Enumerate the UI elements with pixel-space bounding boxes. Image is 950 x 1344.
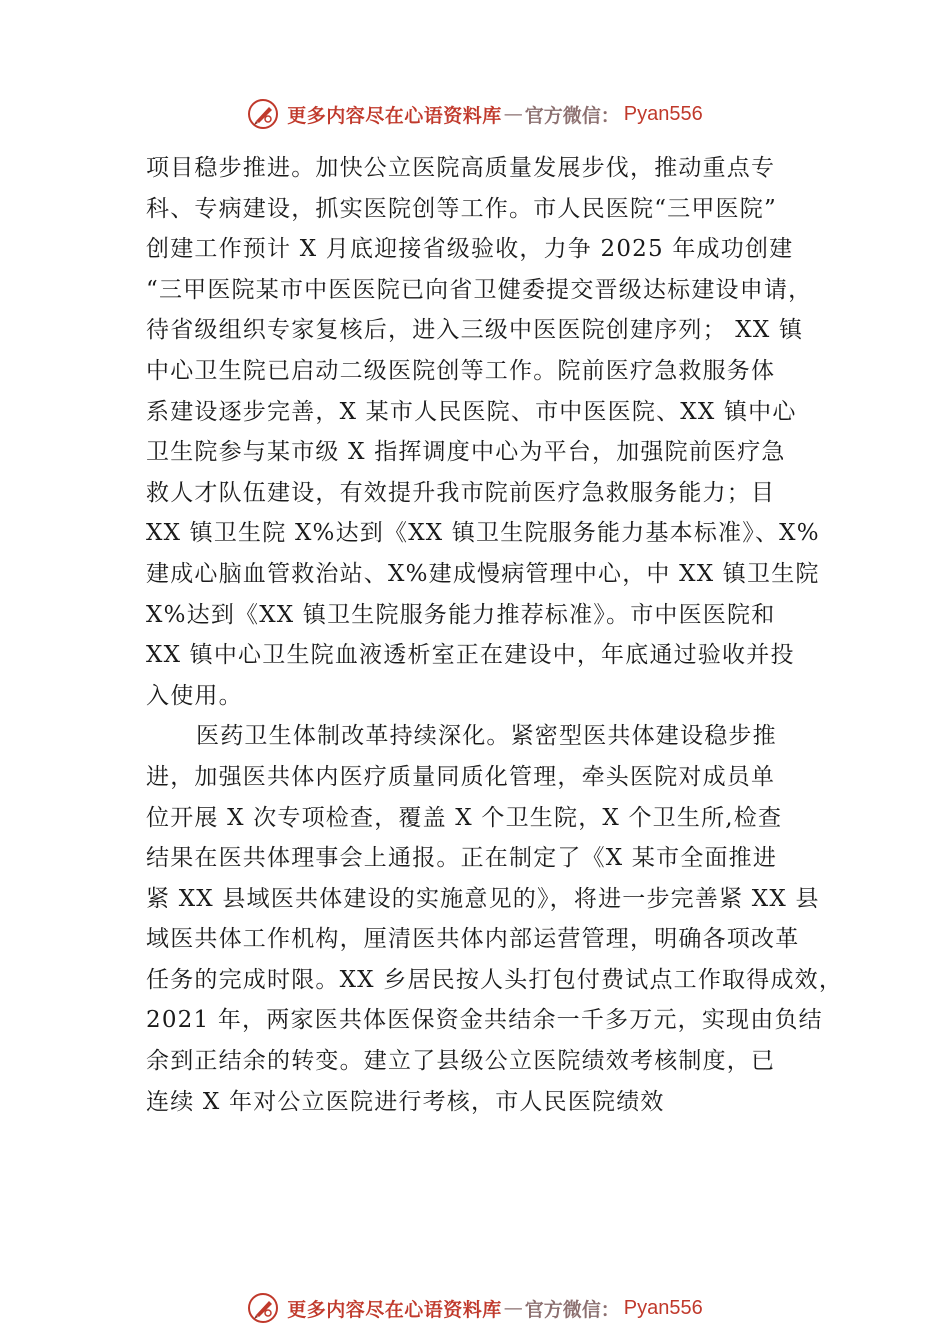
banner-wechat-id: Pyan556 — [623, 1296, 703, 1319]
text-line: X%达到《XX 镇卫生院服务能力推荐标准》。市中医医院和 — [146, 601, 776, 628]
banner-dash: — — [503, 103, 523, 125]
text-line: 救人才队伍建设，有效提升我市院前医疗急救服务能力；目 — [146, 479, 776, 506]
text-line: 2021 年，两家医共体医保资金共结余一千多万元，实现由负结 — [146, 1007, 823, 1034]
text-line: 位开展 X 次专项检查，覆盖 X 个卫生院，X 个卫生所,检查 — [146, 804, 783, 831]
text-line: “三甲医院某市中医医院已向省卫健委提交晋级达标建设申请， — [146, 276, 813, 303]
text-line: 连续 X 年对公立医院进行考核，市人民医院绩效 — [146, 1088, 665, 1115]
text-line: 中心卫生院已启动二级医院创等工作。院前医疗急救服务体 — [146, 357, 776, 384]
text-line: 待省级组织专家复核后，进入三级中医医院创建序列； XX 镇 — [146, 317, 804, 344]
text-line: 项目稳步推进。加快公立医院高质量发展步伐，推动重点专 — [146, 155, 776, 181]
text-line: 卫生院参与某市级 X 指挥调度中心为平台，加强院前医疗急 — [146, 439, 786, 466]
text-line: 域医共体工作机构，厘清医共体内部运营管理，明确各项改革 — [146, 926, 800, 953]
text-line: 建成心脑血管救治站、X%建成慢病管理中心，中 XX 镇卫生院 — [146, 560, 820, 587]
banner-text: 更多内容尽在心语资料库 — [287, 1298, 502, 1321]
footer-banner — [0, 1288, 950, 1328]
pen-seal-icon — [247, 1292, 279, 1324]
paragraph — [146, 716, 844, 1122]
banner-text: 更多内容尽在心语资料库 — [287, 104, 502, 127]
text-line: XX 镇卫生院 X%达到《XX 镇卫生院服务能力基本标准》、X% — [146, 520, 820, 547]
text-line: 系建设逐步完善，X 某市人民医院、市中医医院、XX 镇中心 — [146, 398, 797, 425]
text-line: 科、专病建设，抓实医院创等工作。市人民医院“三甲医院” — [146, 195, 777, 222]
text-line: 入使用。 — [146, 682, 243, 709]
banner-wechat-label: 官方微信： — [524, 1298, 620, 1321]
header-banner — [0, 94, 950, 134]
text-line: 结果在医共体理事会上通报。正在制定了《X 某市全面推进 — [146, 845, 778, 872]
text-line: 医药卫生体制改革持续深化。紧密型医共体建设稳步推 — [196, 723, 777, 750]
text-line: 进，加强医共体内医疗质量同质化管理，牵头医院对成员单 — [146, 763, 776, 790]
text-line: XX 镇中心卫生院血液透析室正在建设中，年底通过验收并投 — [146, 642, 795, 669]
document-body — [146, 148, 844, 1122]
banner-wechat-id: Pyan556 — [623, 102, 703, 125]
banner-dash: — — [503, 1297, 523, 1319]
paragraph — [146, 148, 836, 716]
text-line: 余到正结余的转变。建立了县级公立医院绩效考核制度，已 — [146, 1048, 776, 1075]
banner-wechat-label: 官方微信： — [524, 104, 620, 127]
pen-seal-icon — [247, 98, 279, 130]
text-line: 紧 XX 县域医共体建设的实施意见的》，将进一步完善紧 XX 县 — [146, 885, 820, 912]
text-line: 创建工作预计 X 月底迎接省级验收，力争 2025 年成功创建 — [146, 236, 794, 263]
text-line: 任务的完成时限。XX 乡居民按人头打包付费试点工作取得成效， — [146, 966, 844, 993]
